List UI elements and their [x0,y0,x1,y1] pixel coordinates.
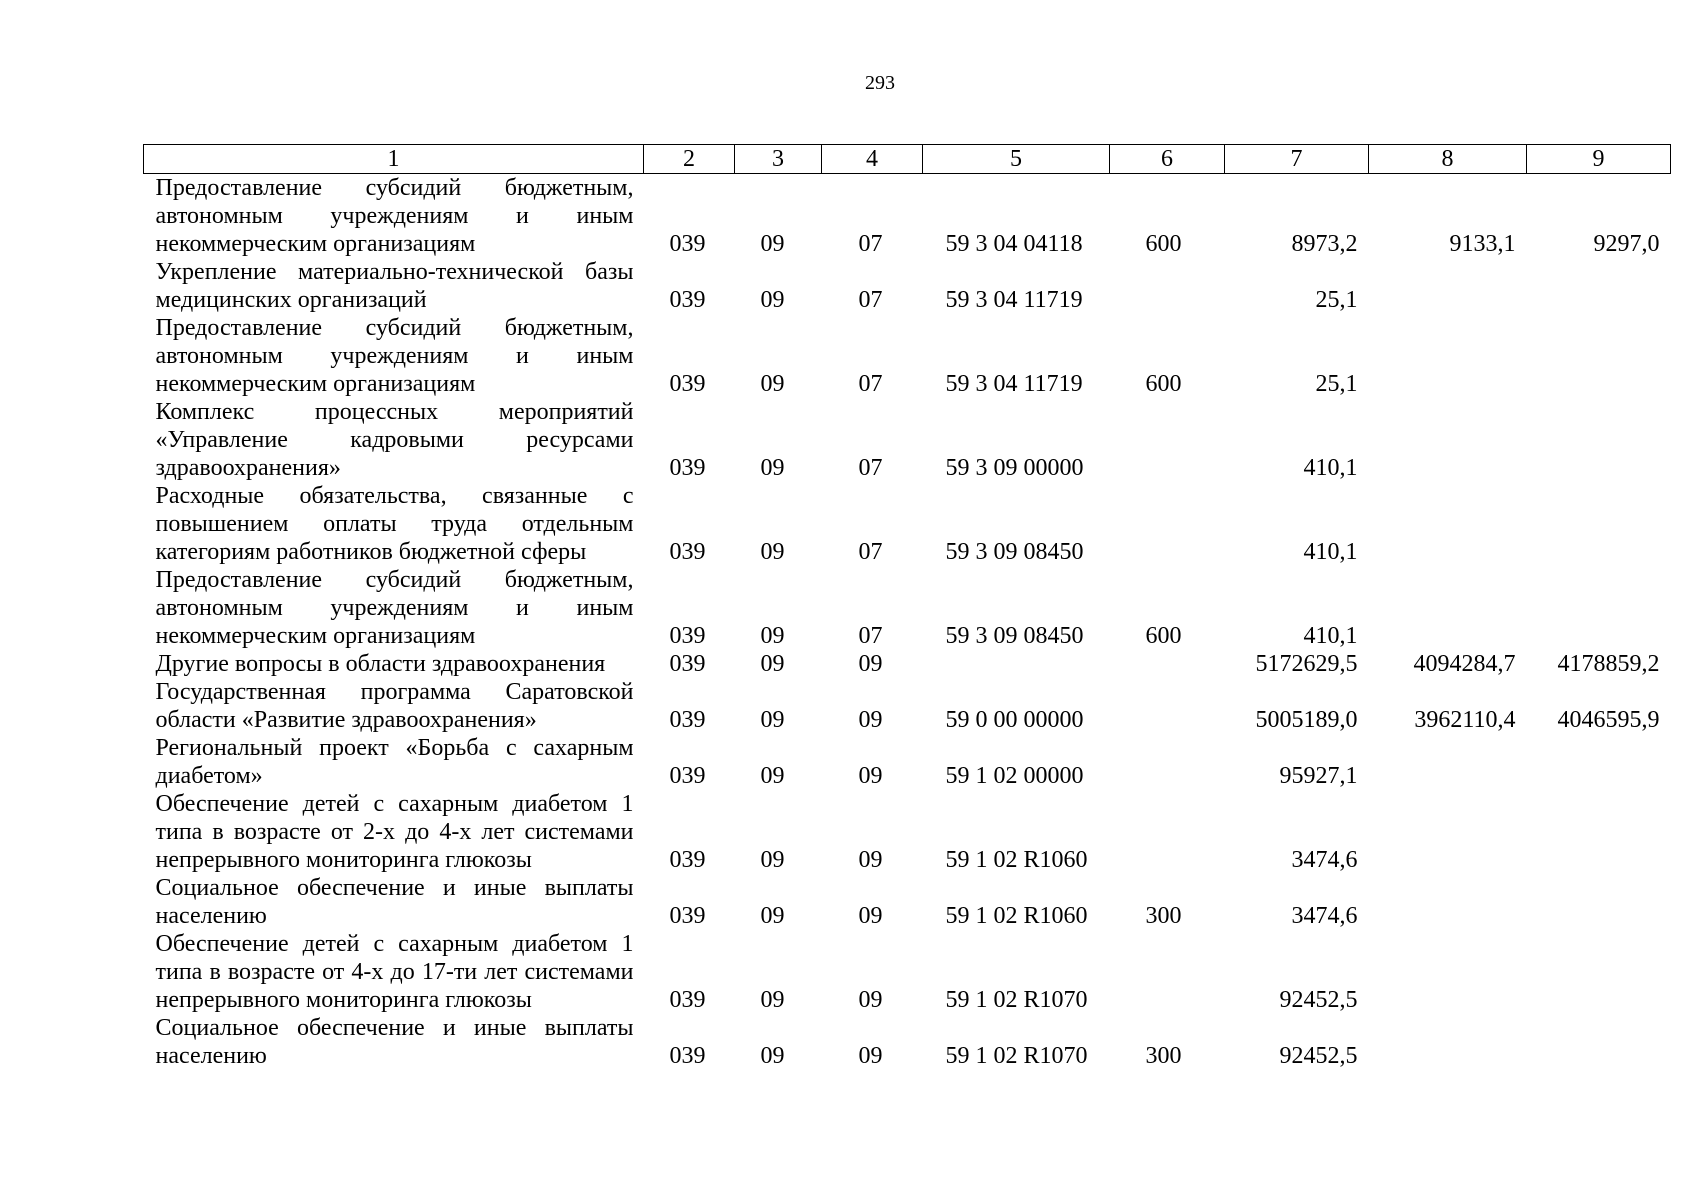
row-target-article: 59 3 04 11719 [945,371,1083,397]
row-target-article: 59 0 00 00000 [945,707,1084,733]
row-target-article: 59 1 02 00000 [945,763,1084,789]
row-target-article: 59 1 02 R1060 [945,847,1088,873]
row-admin-code: 039 [669,231,706,257]
row-subsection-code: 07 [858,623,883,649]
row-target-article: 59 3 04 11719 [945,287,1083,313]
row-section-code: 09 [760,231,785,257]
row-target-article: 59 1 02 R1060 [945,903,1088,929]
row-name: Укрепление материально-технической базы медицинских организаций [155,259,634,313]
row-subsection-code: 09 [858,1043,883,1069]
row-subsection-code: 07 [858,539,883,565]
row-subsection-code: 09 [858,903,883,929]
row-section-code: 09 [760,707,785,733]
row-expense-type [1110,650,1225,678]
row-amount-year3 [1527,874,1671,930]
row-expense-type [1110,734,1225,790]
row-amount-year2 [1369,566,1527,650]
row-amount-year1: 25,1 [1315,287,1358,313]
row-amount-year1: 410,1 [1303,455,1358,481]
row-amount-year3 [1527,398,1671,482]
table-body [144,174,1671,1071]
row-name: Комплекс процессных мероприятий «Управление кадровыми ресурсами здравоохранения» [155,399,634,481]
row-admin-code: 039 [669,455,706,481]
row-amount-year1: 410,1 [1303,539,1358,565]
row-subsection-code: 09 [858,707,883,733]
row-admin-code: 039 [669,903,706,929]
column-header-7: 7 [1225,145,1369,174]
row-amount-year3 [1527,258,1671,314]
row-subsection-code: 07 [858,231,883,257]
row-amount-year1: 3474,6 [1291,847,1358,873]
row-expense-type [1110,482,1225,566]
row-expense-type: 600 [1145,623,1182,649]
row-section-code: 09 [760,455,785,481]
row-target-article: 59 3 09 08450 [945,539,1084,565]
row-admin-code: 039 [669,987,706,1013]
row-subsection-code: 09 [858,651,883,677]
row-expense-type: 600 [1145,371,1182,397]
table-row [144,650,1671,678]
row-amount-year3: 9297,0 [1593,231,1660,257]
row-amount-year1: 5172629,5 [1255,651,1358,677]
row-expense-type: 600 [1145,231,1182,257]
column-header-1: 1 [144,145,644,174]
row-amount-year2 [1369,734,1527,790]
row-amount-year2: 3962110,4 [1414,707,1516,733]
row-section-code: 09 [760,371,785,397]
row-admin-code: 039 [669,287,706,313]
row-admin-code: 039 [669,623,706,649]
row-amount-year2 [1369,930,1527,1014]
row-target-article: 59 1 02 R1070 [945,987,1088,1013]
row-target-article: 59 1 02 R1070 [945,1043,1088,1069]
table-row [144,314,1671,398]
column-header-3: 3 [735,145,822,174]
row-subsection-code: 09 [858,847,883,873]
table-row [144,1014,1671,1070]
row-amount-year2 [1369,790,1527,874]
row-amount-year1: 5005189,0 [1255,707,1358,733]
row-name: Обеспечение детей с сахарным диабетом 1 типа в возрасте от 4-х до 17-ти лет системами непрерывного мониторинга глюкозы [155,931,634,1013]
row-amount-year3 [1527,314,1671,398]
column-header-5: 5 [923,145,1110,174]
row-subsection-code: 07 [858,455,883,481]
row-amount-year1: 410,1 [1303,623,1358,649]
row-name: Государственная программа Саратовской области «Развитие здравоохранения» [155,679,634,733]
row-section-code: 09 [760,651,785,677]
row-amount-year3 [1527,566,1671,650]
row-amount-year3 [1527,790,1671,874]
row-section-code: 09 [760,763,785,789]
row-name: Расходные обязательства, связанные с повышением оплаты труда отдельным категориям работников бюджетной сферы [155,483,634,565]
row-admin-code: 039 [669,1043,706,1069]
table-row [144,566,1671,650]
row-amount-year3 [1527,1014,1671,1070]
table-row [144,678,1671,734]
row-amount-year1: 25,1 [1315,371,1358,397]
row-expense-type [1110,790,1225,874]
row-expense-type [1110,398,1225,482]
row-target-article: 59 3 09 00000 [945,455,1084,481]
column-header-4: 4 [822,145,923,174]
row-expense-type [1110,678,1225,734]
row-amount-year2 [1369,874,1527,930]
row-section-code: 09 [760,987,785,1013]
page-number: 293 [865,72,895,94]
table-header [144,145,1671,174]
table-row [144,398,1671,482]
row-admin-code: 039 [669,847,706,873]
row-subsection-code: 09 [858,763,883,789]
budget-table [143,144,1671,1070]
row-subsection-code: 07 [858,287,883,313]
row-amount-year3 [1527,930,1671,1014]
row-amount-year1: 92452,5 [1279,987,1358,1013]
row-name: Предоставление субсидий бюджетным, автономным учреждениям и иным некоммерческим организациям [155,315,634,397]
row-admin-code: 039 [669,539,706,565]
row-expense-type [1110,930,1225,1014]
row-subsection-code: 07 [858,371,883,397]
row-amount-year1: 95927,1 [1279,763,1358,789]
row-name: Обеспечение детей с сахарным диабетом 1 типа в возрасте от 2-х до 4-х лет системами непрерывного мониторинга глюкозы [155,791,634,873]
row-section-code: 09 [760,539,785,565]
row-expense-type: 300 [1145,903,1182,929]
column-header-6: 6 [1110,145,1225,174]
row-amount-year3: 4178859,2 [1557,651,1660,677]
row-admin-code: 039 [669,707,706,733]
row-amount-year3 [1527,734,1671,790]
row-amount-year1: 92452,5 [1279,1043,1358,1069]
table-row [144,930,1671,1014]
table-row [144,734,1671,790]
table-row [144,790,1671,874]
row-name: Социальное обеспечение и иные выплаты населению [155,1015,634,1069]
row-name: Предоставление субсидий бюджетным, автономным учреждениям и иным некоммерческим организациям [155,567,634,649]
row-section-code: 09 [760,847,785,873]
row-amount-year2 [1369,1014,1527,1070]
row-target-article: 59 3 04 04118 [945,231,1083,257]
row-amount-year2 [1369,482,1527,566]
row-amount-year1: 3474,6 [1291,903,1358,929]
row-amount-year2 [1369,258,1527,314]
column-header-9: 9 [1527,145,1671,174]
row-amount-year2 [1369,398,1527,482]
row-subsection-code: 09 [858,987,883,1013]
column-header-8: 8 [1369,145,1527,174]
row-section-code: 09 [760,623,785,649]
table-row [144,174,1671,259]
row-amount-year2: 4094284,7 [1413,651,1516,677]
row-expense-type: 300 [1145,1043,1182,1069]
row-expense-type [1110,258,1225,314]
row-admin-code: 039 [669,371,706,397]
row-admin-code: 039 [669,651,706,677]
row-name: Региональный проект «Борьба с сахарным диабетом» [155,735,634,789]
row-section-code: 09 [760,1043,785,1069]
row-target-article: 59 3 09 08450 [945,623,1084,649]
row-name: Социальное обеспечение и иные выплаты населению [155,875,634,929]
row-amount-year3: 4046595,9 [1557,707,1660,733]
row-target-article [923,650,1110,678]
row-amount-year3 [1527,482,1671,566]
table-row [144,874,1671,930]
row-admin-code: 039 [669,763,706,789]
row-name: Другие вопросы в области здравоохранения [155,651,606,677]
row-name: Предоставление субсидий бюджетным, автономным учреждениям и иным некоммерческим организациям [155,175,634,257]
column-header-2: 2 [644,145,735,174]
row-amount-year1: 8973,2 [1291,231,1358,257]
table-row [144,482,1671,566]
row-section-code: 09 [760,903,785,929]
row-section-code: 09 [760,287,785,313]
row-amount-year2: 9133,1 [1449,231,1516,257]
row-amount-year2 [1369,314,1527,398]
table-row [144,258,1671,314]
